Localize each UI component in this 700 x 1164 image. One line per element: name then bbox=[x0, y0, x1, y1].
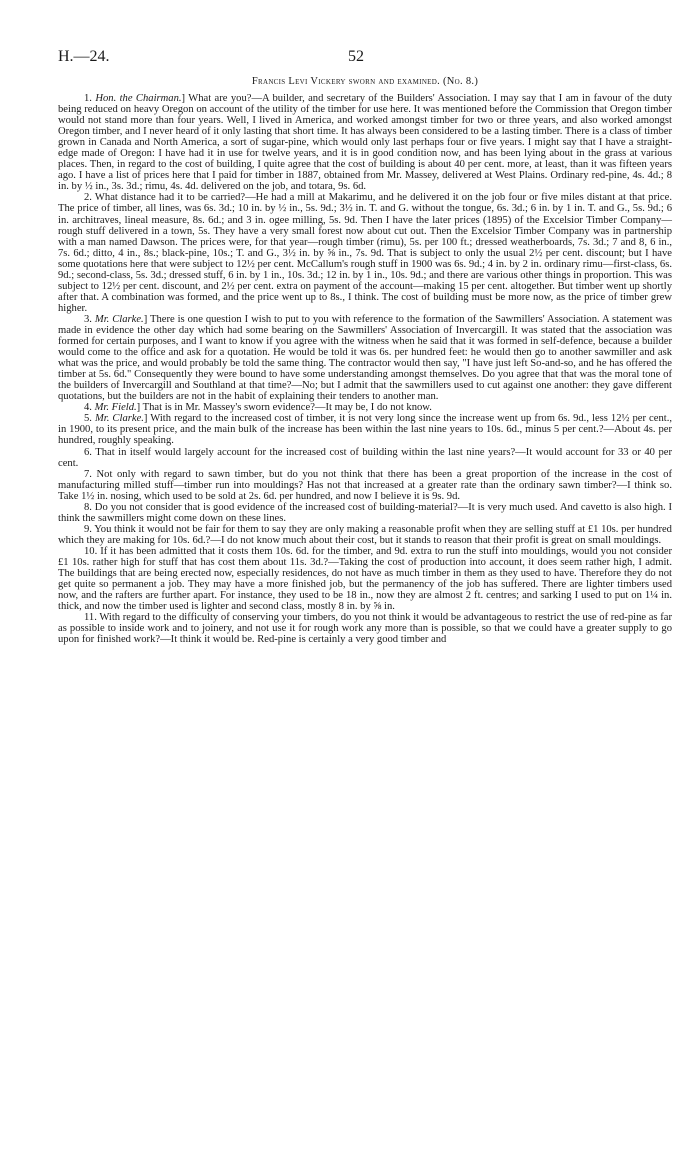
paragraph-3 bbox=[58, 314, 672, 402]
paragraph-text: ] There is one question I wish to put to you with reference to the formation of the Sawmillers' Association. A statement was made in evidence the other day which had some bearing on the Sawmillers' Association of Invercargill. It was stated that the association was formed for certain purposes, and I want to know if you agree with the witness when he said that it was formed in self-defence, because a builder would come to the office and ask for a quotation. He would be told it was 6s. per hundred feet: he would then go to another sawmiller and ask what was the price, and would probably be told the same thing. The contractor would then say, "I have just left So-and-so, and he has offered the timber at 5s. 6d." Consequently they were bound to have some understanding amongst themselves. Do you agree that that was the moral tone of the builders of Invercargill and Southland at that time?—No; but I admit that the sawmillers used to cut against one another: they gave different quotations, but the builders are not in the habit of explaining their tenders to another man. bbox=[58, 313, 673, 403]
question-number: 11. bbox=[84, 612, 100, 624]
question-number: 6. bbox=[84, 446, 96, 458]
question-number: 9. bbox=[84, 523, 95, 535]
paragraph-4 bbox=[58, 402, 672, 413]
paragraph-8 bbox=[58, 502, 672, 524]
page-header bbox=[58, 48, 672, 74]
question-number: 7. bbox=[84, 468, 97, 480]
question-number: 4. bbox=[84, 402, 95, 414]
question-number: 1. bbox=[84, 93, 96, 104]
paragraph-text: What distance had it to be carried?—He had a mill at Makarimu, and he delivered it on the job four or five miles distant at that price. The price of timber, all lines, was 6s. 3d.; 10 in. by ½ in., 5s. 9d.; 3½ in. T. and G. without the tongue, 6s. 3d.; 6 in. by 1 in. T. and G., 5s. 9d.; 6 in. architraves, lineal measure, 8s. 6d.; and 3 in. ogee milling, 5s. 9d. Then I have the later prices (1895) of the Excelsior Timber Company—rough stuff delivered in a town, 5s. They have a very small forest now about cut out. Then the Excelsior Timber Company was in partnership with a man named Dawson. The prices were, for that year—rough timber (rimu), 5s. per 100 ft.; dressed weatherboards, 7s. 3d.; 7 and 8, 6 in., 7s. 6d.; ditto, 4 in., 8s.; black-pine, 10s.; T. and G., 3½ in. by ⅝ in., 7s. 9d. That is subject to only the usual 2½ per cent. discount; but I have some quotations here that were subject to 12½ per cent. McCallum's rough stuff in 1900 was 6s. 9d.; 4 in. by 2 in. ordinary rimu—first-class, 6s. 9d.; second-class, 5s. 3d.; dressed stuff, 6 in. by 1 in., 10s. 3d.; 12 in. by 1 in., 10s. 9d.; and there are various other things in proportion. This was subject to 12½ per cent. discount, and 2½ per cent. extra on payment of the account—making 15 per cent. altogether. But timber went up shortly after that. A combination was formed, and the price went up to 8s., I think. The cost of building must be more now, as the price of timber grew higher. bbox=[58, 192, 672, 314]
witness-heading: Francis Levi Vickery sworn and examined. (No. 8.) bbox=[251, 76, 479, 87]
paragraph-text: ] What are you?—A builder, and secretary of the Builders' Association. I may say that I am in favour of the duty being reduced on heavy Oregon on account of the utility of the timber for use here. It was mentioned before the Commission that Oregon timber would not stand more than four years. Well, I lived in America, and worked amongst timber for two or three years, and also worked amongst Oregon timber, and I never heard of it only lasting that short time. It has always been considered to be a lasting timber. There is a class of timber grown in Canada and North America, a sort of sugar-pine, which would only last perhaps four or five years. I might say that I have a straight-edge made of Oregon: I have had it in use for twelve years, and it is in good condition now, and has been lying about in the grass at various places. Then, in regard to the cost of building, I quite agree that the cost of building is about 40 per cent. more, at least, than it was fifteen years ago. I have a list of prices here that I paid for timber in 1887, obtained from Mr. Massey, delivered at West Plains. Ordinary red-pine, 4s. 4d.; 8 in. by ½ in., 3s. 3d.; rimu, 4s. 4d. delivered on the job, and totara, 9s. 6d. bbox=[58, 93, 672, 193]
question-number: 2. bbox=[84, 192, 95, 204]
document-reference: H.—24. bbox=[58, 48, 110, 65]
question-number: 3. bbox=[84, 313, 95, 325]
paragraph-1 bbox=[58, 93, 672, 192]
speaker: Mr. Clarke. bbox=[94, 313, 144, 325]
paragraph-6 bbox=[58, 447, 672, 469]
paragraph-text: With regard to the difficulty of conserving your timbers, do you not think it would be advantageous to restrict the use of red-pine as far as possible to inside work and to joinery, and not use it for rough work any more than is possible, so that we could have a greater supply to go upon for finished work?—It think it would be. Red-pine is certainly a very good timber and bbox=[58, 612, 672, 646]
page-number: 52 bbox=[348, 48, 364, 65]
speaker: Hon. the Chairman. bbox=[95, 93, 182, 104]
paragraph-text: If it has been admitted that it costs them 10s. 6d. for the timber, and 9d. extra to run the stuff into mouldings, would you not consider £1 10s. rather high for stuff that has cost them about 11s. 3d.?—Taking the cost of production into account, it does seem rather high, I admit. The buildings that are being erected now, especially residences, do not have as much timber in them as they used to have. Therefore they do not get quite so permanent a job. They may have a more finished job, but the permanency of the job has suffered. There are lighter timbers used now, and the rafters are further apart. For instance, they used to be 18 in., now they are almost 2 ft. centres; and sarking I used to put on 1¼ in. thick, and now the timber used is lighter and second class, mostly 8 in. by ⅝ in. bbox=[58, 545, 672, 613]
paragraph-9 bbox=[58, 524, 672, 546]
paragraph-text: You think it would not be fair for them to say they are only making a reasonable profit when they are selling stuff at £1 10s. per hundred which they are making for 10s. 6d.?—I do not know much about their cost, but it stands to reason that their profit is great on small mouldings. bbox=[58, 523, 672, 546]
question-number: 5. bbox=[84, 413, 95, 425]
question-number: 8. bbox=[84, 501, 95, 513]
paragraph-11 bbox=[58, 612, 672, 645]
paragraph-7 bbox=[58, 469, 672, 502]
paragraph-2 bbox=[58, 192, 672, 314]
paragraph-10 bbox=[58, 546, 672, 612]
document-body bbox=[58, 93, 672, 645]
paragraph-text: ] With regard to the increased cost of timber, it is not very long since the increase went up from 6s. 9d., less 12½ per cent., in 1900, to its present price, and the main bulk of the increase has been within the last nine years to 10s. 6d., minus 5 per cent.?—About 4s. per hundred, roughly speaking. bbox=[58, 413, 672, 447]
paragraph-text: Not only with regard to sawn timber, but do you not think that there has been a great proportion of the increase in the cost of manufacturing milled stuff—timber run into mouldings? Has not that increased at a greater rate than the ordinary sawn timber?—I think so. Take 1½ in. nosing, which used to be sold at 2s. 6d. per hundred, and now I believe it is 9s. 9d. bbox=[58, 468, 672, 502]
document-page bbox=[58, 48, 672, 645]
speaker: Mr. Field. bbox=[94, 402, 137, 414]
question-number: 10. bbox=[84, 545, 101, 557]
paragraph-text: That in itself would largely account for the increased cost of building within the last nine years?—It would account for 33 or 40 per cent. bbox=[58, 446, 672, 469]
speaker: Mr. Clarke. bbox=[94, 413, 144, 425]
paragraph-text: Do you not consider that is good evidence of the increased cost of building-material?—It is very much used. And cavetto is also high. I think the sawmillers might come down on these lines. bbox=[58, 501, 673, 524]
paragraph-5 bbox=[58, 413, 672, 446]
paragraph-text: ] That is in Mr. Massey's sworn evidence?—It may be, I do not know. bbox=[136, 402, 432, 414]
